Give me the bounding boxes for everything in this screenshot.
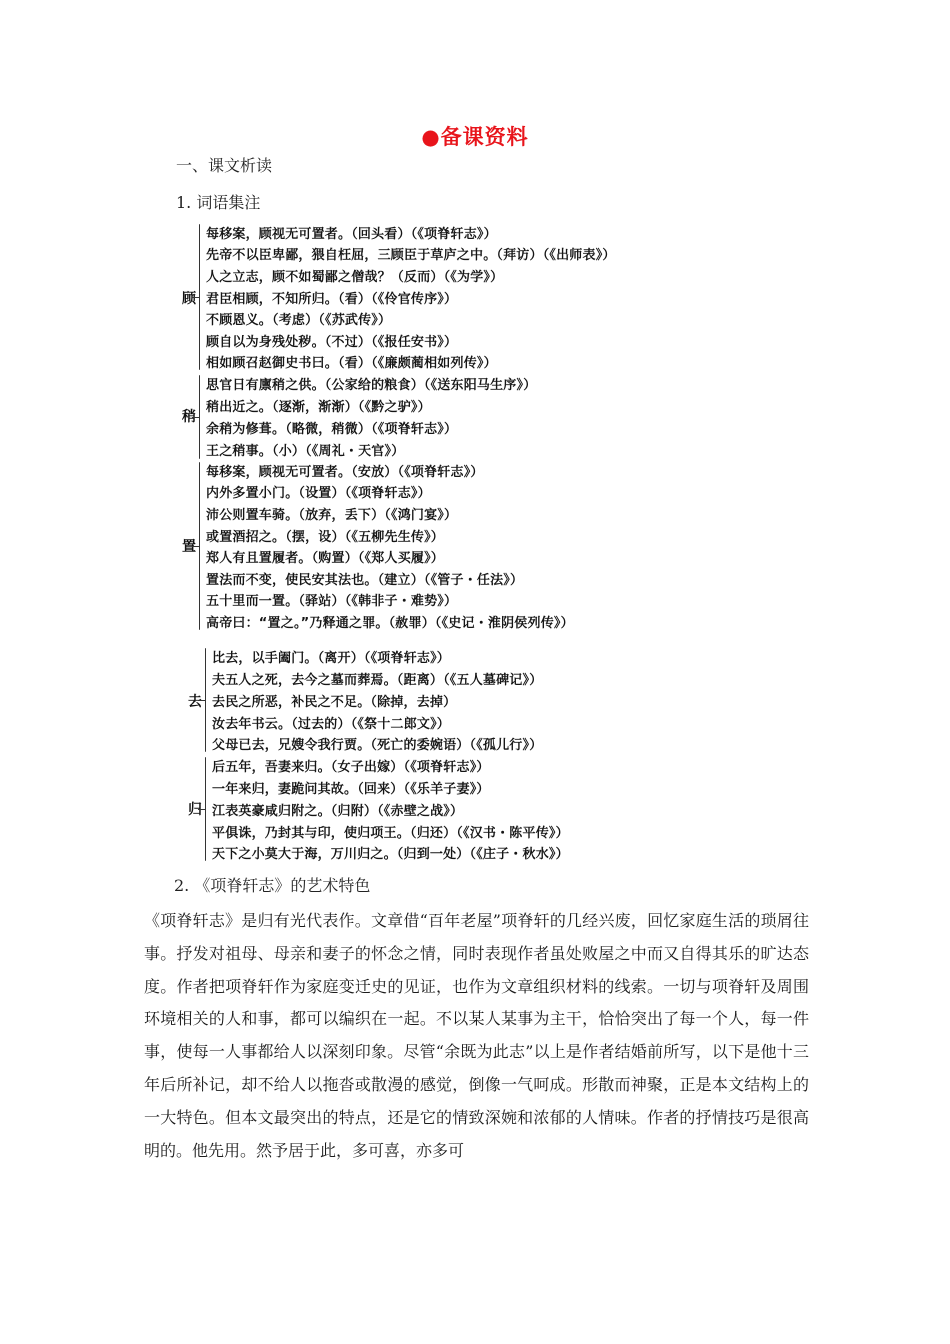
gloss-line: 去民之所恶，补民之不足。（除掉，去掉） xyxy=(212,695,457,710)
brace xyxy=(205,648,206,752)
gloss-line: 郑人有且置履者。（购置）（《郑人买履》） xyxy=(206,551,445,566)
gloss-line: 五十里而一置。（驿站）（《韩非子・难势》） xyxy=(206,594,458,609)
gloss-line: 高帝曰：“置之。”乃释通之罪。（赦罪）（《史记・淮阴侯列传》） xyxy=(206,616,574,631)
gloss-line: 王之稍事。（小）（《周礼・天官》） xyxy=(206,444,405,459)
gloss-line: 思官日有廪稍之供。（公家给的粮食）（《送东阳马生序》） xyxy=(206,378,537,393)
gloss-line: 人之立志，顾不如蜀鄙之僧哉？（反而）（《为学》） xyxy=(206,270,504,285)
group-char: 去 xyxy=(188,694,202,710)
gloss-line: 比去，以手阖门。（离开）（《项脊轩志》） xyxy=(212,651,451,666)
gloss-line: 相如顾召赵御史书曰。（看）（《廉颇蔺相如列传》） xyxy=(206,356,497,371)
gloss-line: 内外多置小门。（设置）（《项脊轩志》） xyxy=(206,486,431,501)
subsection-heading: 1. 词语集注 xyxy=(176,193,261,212)
body-paragraph xyxy=(144,905,809,1167)
gloss-line: 天下之小莫大于海，万川归之。（归到一处）（《庄子・秋水》） xyxy=(212,847,569,862)
gloss-line: 余稍为修葺。（略微，稍微）（《项脊轩志》） xyxy=(206,422,458,437)
gloss-line: 父母已去，兄嫂令我行贾。（死亡的委婉语）（《孤儿行》） xyxy=(212,738,543,753)
gloss-line: 后五年，吾妻来归。（女子出嫁）（《项脊轩志》） xyxy=(212,760,490,775)
brace xyxy=(205,757,206,861)
group-char: 顾 xyxy=(182,291,196,307)
group-char: 置 xyxy=(182,539,196,555)
page-title: ●备课资料 xyxy=(421,125,529,149)
gloss-line: 君臣相顾，不知所归。（看）（《伶官传序》） xyxy=(206,292,458,307)
gloss-line: 沛公则置车骑。（放弃，丢下）（《鸿门宴》） xyxy=(206,508,458,523)
subsection-heading: 2. 《项脊轩志》的艺术特色 xyxy=(174,876,371,895)
group-char: 稍 xyxy=(182,409,196,425)
gloss-line: 一年来归，妻跪问其故。（回来）（《乐羊子妻》） xyxy=(212,782,490,797)
brace xyxy=(199,462,200,630)
gloss-line: 或置酒招之。（摆，设）（《五柳先生传》） xyxy=(206,530,445,545)
gloss-line: 每移案，顾视无可置者。（回头看）（《项脊轩志》） xyxy=(206,227,497,242)
brace xyxy=(199,375,200,459)
paragraph-text: 《项脊轩志》是归有光代表作。文章借“百年老屋”项脊轩的几经兴废，回忆家庭生活的琐屑往事。抒发对祖母、母亲和妻子的怀念之情，同时表现作者虽处败屋之中而又自得其乐的旷达态度。作者把项脊轩作为家庭变迁史的见证，也作为文章组织材料的线索。一切与项脊轩及周围环境相关的人和事，都可以编织在一起。不以某人某事为主干，恰恰突出了每一个人，每一件事，使每一人事都给人以深刻印象。尽管“余既为此志”以上是作者结婚前所写，以下是他十三年后所补记，却不给人以拖沓或散漫的感觉，倒像一气呵成。形散而神聚，正是本文结构上的一大特色。但本文最突出的特点，还是它的情致深婉和浓郁的人情味。作者的抒情技巧是很高明的。他先用。然予居于此，多可喜，亦多可 xyxy=(144,911,809,1160)
gloss-line: 每移案，顾视无可置者。（安放）（《项脊轩志》） xyxy=(206,465,484,480)
gloss-line: 顾自以为身残处秽。（不过）（《报任安书》） xyxy=(206,335,458,350)
section-heading: 一、课文析读 xyxy=(176,156,273,175)
gloss-line: 置法而不变，使民安其法也。（建立）（《管子・任法》） xyxy=(206,573,524,588)
gloss-line: 江表英豪咸归附之。（归附）（《赤壁之战》） xyxy=(212,804,464,819)
gloss-line: 平俱诛，乃封其与印，使归项王。（归还）（《汉书・陈平传》） xyxy=(212,826,569,841)
brace xyxy=(199,224,200,370)
gloss-line: 不顾恩义。（考虑）（《苏武传》） xyxy=(206,313,392,328)
gloss-line: 汝去年书云。（过去的）（《祭十二郎文》） xyxy=(212,717,451,732)
group-char: 归 xyxy=(188,802,202,818)
gloss-line: 稍出近之。（逐渐，渐渐）（《黔之驴》） xyxy=(206,400,431,415)
gloss-line: 夫五人之死，去今之墓而葬焉。（距离）（《五人墓碑记》） xyxy=(212,673,543,688)
gloss-line: 先帝不以臣卑鄙，猥自枉屈，三顾臣于草庐之中。（拜访）（《出师表》） xyxy=(206,248,616,263)
